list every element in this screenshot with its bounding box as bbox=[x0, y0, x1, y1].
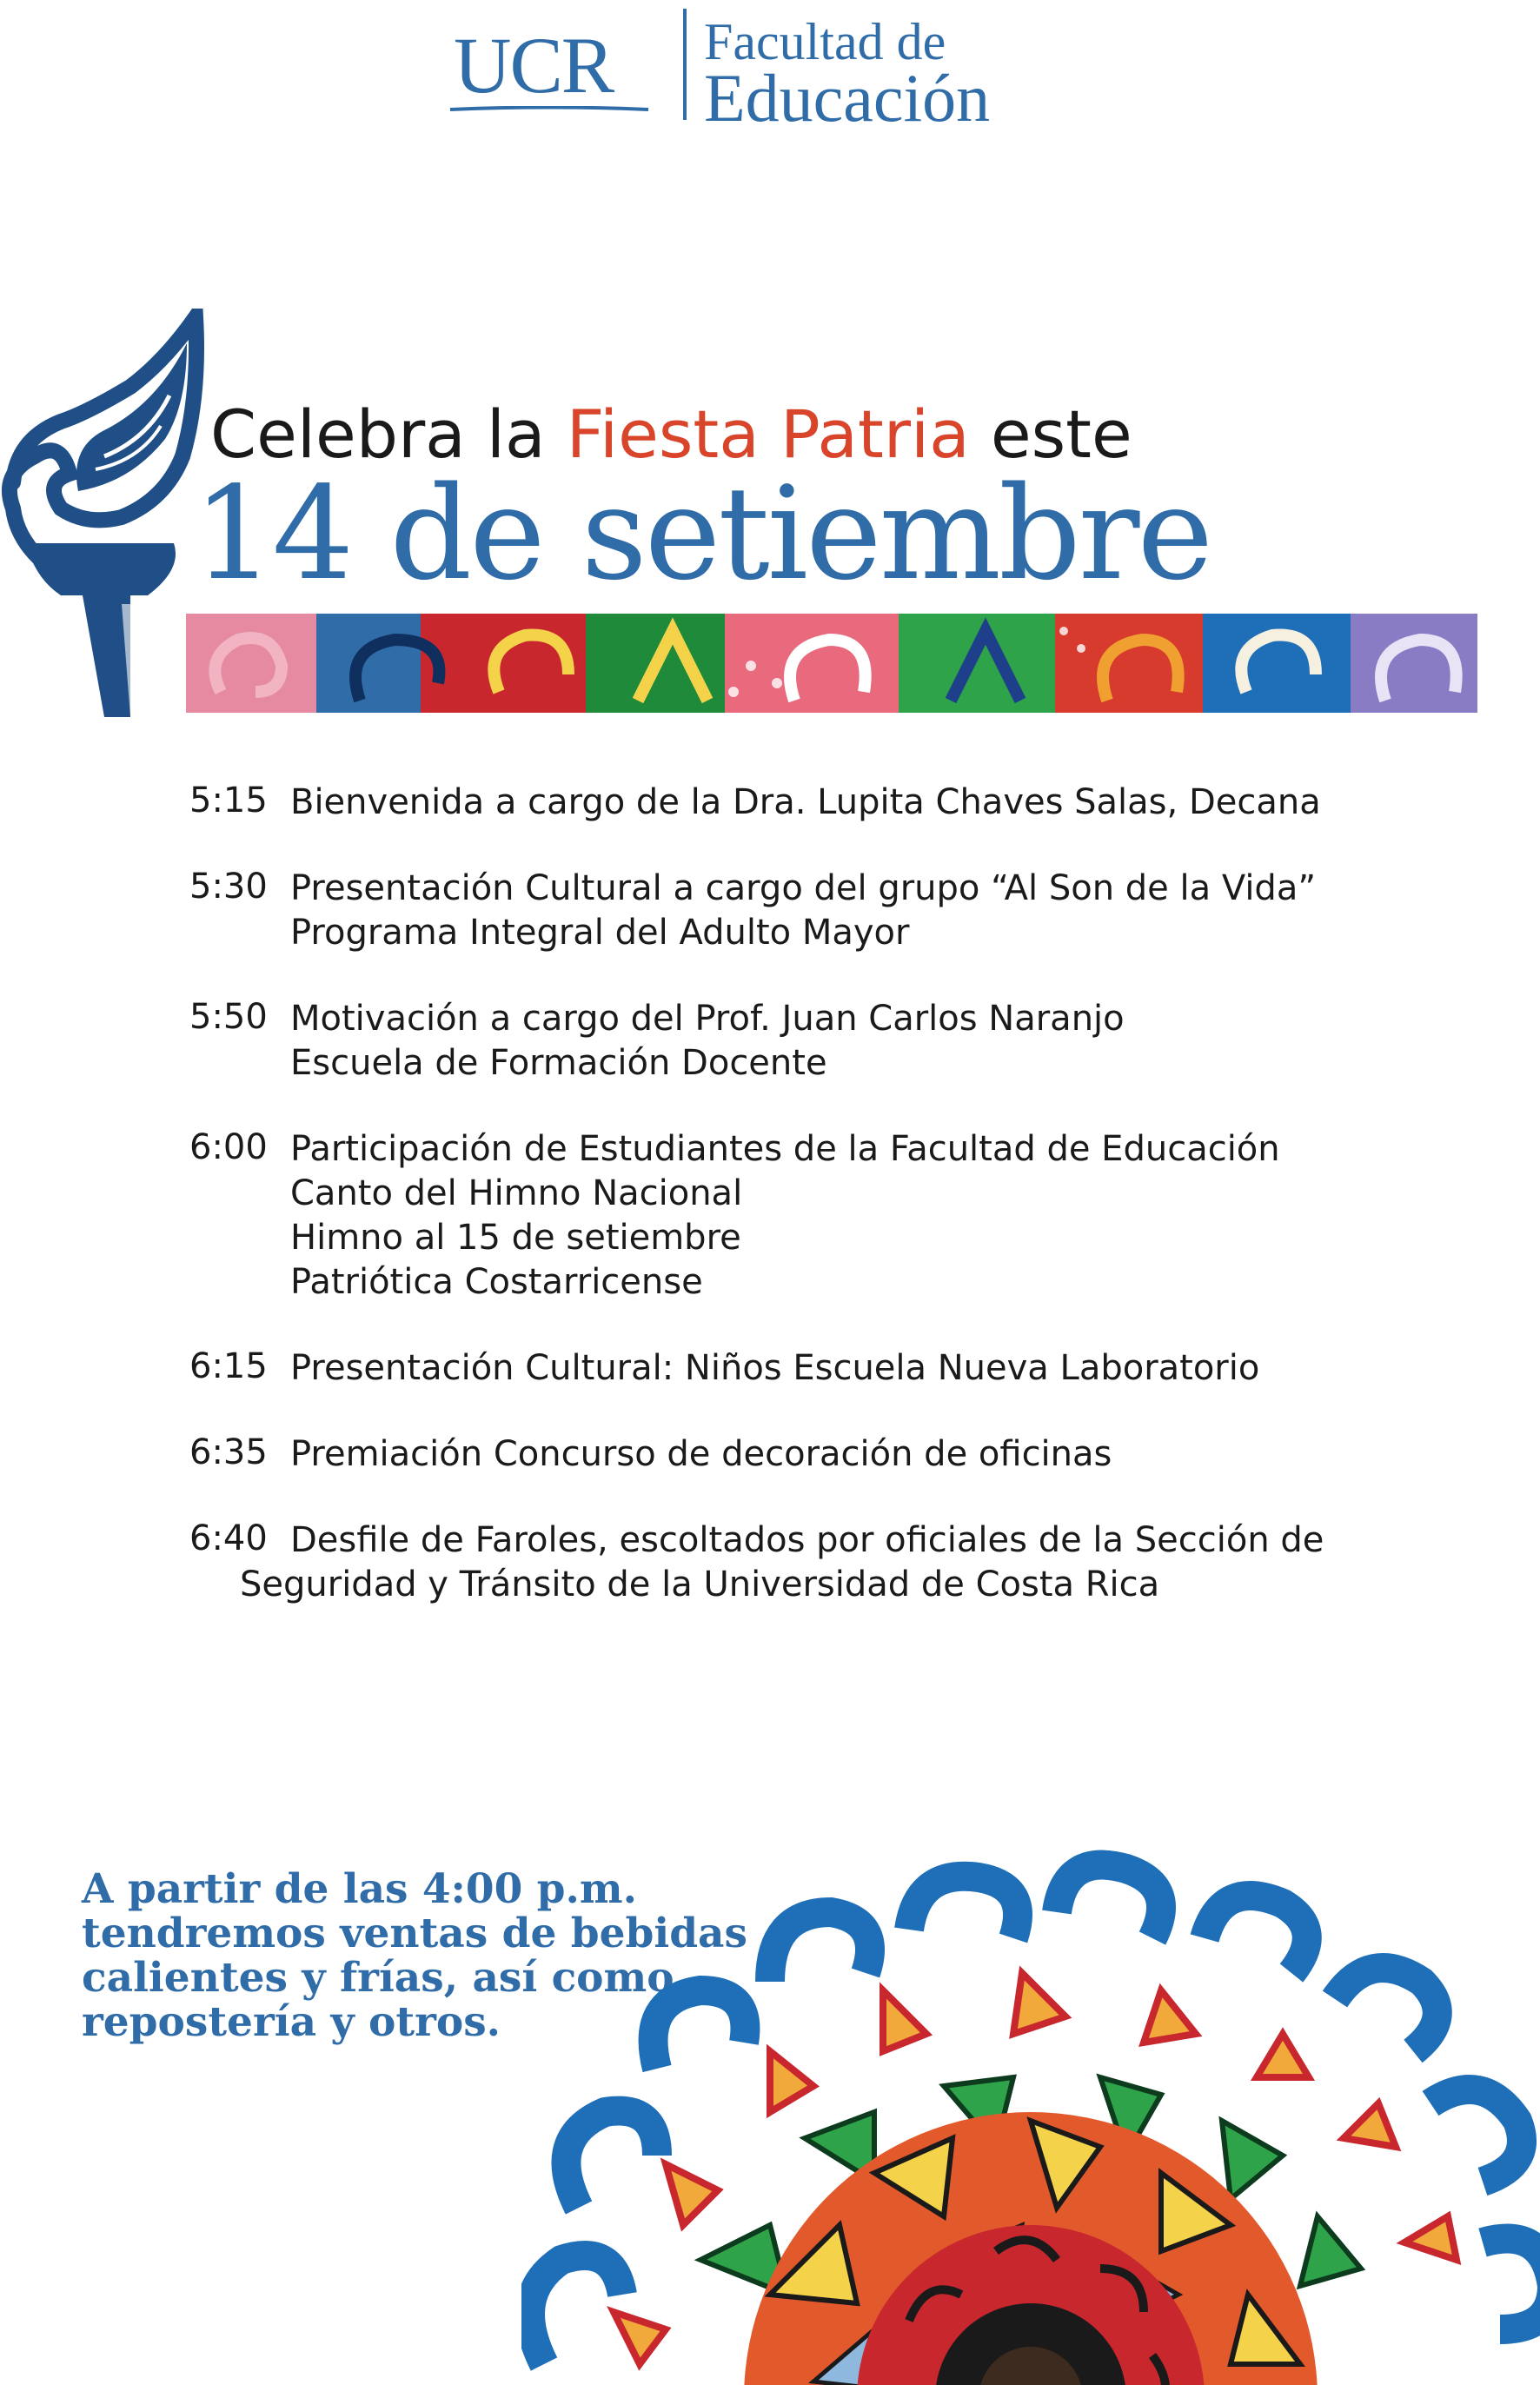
schedule-line: Bienvenida a cargo de la Dra. Lupita Chaves Salas, Decana bbox=[290, 782, 1321, 822]
logo-divider bbox=[683, 9, 687, 120]
schedule-item bbox=[189, 781, 1424, 825]
schedule-item bbox=[189, 1127, 1424, 1305]
schedule-line: Programa Integral del Adulto Mayor bbox=[290, 913, 910, 953]
schedule-line: Himno al 15 de setiembre bbox=[290, 1218, 741, 1258]
schedule-line: Patriótica Costarricense bbox=[290, 1262, 703, 1302]
schedule-item bbox=[189, 1518, 1424, 1607]
schedule-line: Premiación Concurso de decoración de oficinas bbox=[290, 1434, 1112, 1474]
note-line: tendremos ventas de bebidas bbox=[82, 1910, 747, 1957]
schedule-line: Presentación Cultural: Niños Escuela Nueva Laboratorio bbox=[290, 1348, 1260, 1388]
headline-date: 14 de setiembre bbox=[193, 459, 1211, 608]
schedule-line: Canto del Himno Nacional bbox=[290, 1173, 743, 1213]
faculty-name-line1: Facultad de bbox=[704, 13, 946, 70]
schedule-line: Motivación a cargo del Prof. Juan Carlos Naranjo bbox=[290, 999, 1125, 1039]
faculty-name-line2: Educación bbox=[704, 60, 991, 136]
schedule-time: 5:50 bbox=[189, 997, 268, 1037]
schedule-line: Participación de Estudiantes de la Facultad de Educación bbox=[290, 1129, 1280, 1169]
schedule-line: Escuela de Formación Docente bbox=[290, 1043, 827, 1083]
schedule-time: 6:40 bbox=[189, 1518, 268, 1558]
schedule-line: Seguridad y Tránsito de la Universidad de Costa Rica bbox=[240, 1565, 1160, 1604]
note-line: repostería y otros. bbox=[82, 1998, 501, 2046]
event-schedule bbox=[189, 781, 1424, 1649]
schedule-time: 6:00 bbox=[189, 1127, 268, 1167]
schedule-time: 6:35 bbox=[189, 1432, 268, 1472]
schedule-time: 5:30 bbox=[189, 867, 268, 907]
oxcart-pattern-banner bbox=[186, 614, 1477, 713]
note-line: calientes y frías, así como bbox=[82, 1954, 674, 2002]
headline-prefix: Celebra la bbox=[210, 395, 567, 473]
schedule-item bbox=[189, 1346, 1424, 1391]
schedule-item bbox=[189, 867, 1424, 955]
schedule-item bbox=[189, 1432, 1424, 1477]
note-line: A partir de las 4:00 p.m. bbox=[82, 1865, 637, 1913]
torch-icon bbox=[0, 309, 217, 726]
ucr-logo-text: UCR bbox=[454, 21, 614, 110]
designer-watermark: Pratea bbox=[1394, 2350, 1473, 2379]
schedule-line: Presentación Cultural a cargo del grupo “Al Son de la Vida” bbox=[290, 868, 1317, 908]
headline-suffix: este bbox=[969, 395, 1132, 473]
oxcart-wheel-illustration bbox=[521, 1843, 1540, 2385]
schedule-time: 5:15 bbox=[189, 781, 268, 820]
logo-underline bbox=[450, 106, 648, 111]
schedule-line: Desfile de Faroles, escoltados por oficiales de la Sección de bbox=[290, 1520, 1324, 1560]
headline-accent: Fiesta Patria bbox=[566, 395, 970, 473]
schedule-time: 6:15 bbox=[189, 1346, 268, 1386]
schedule-item bbox=[189, 997, 1424, 1086]
